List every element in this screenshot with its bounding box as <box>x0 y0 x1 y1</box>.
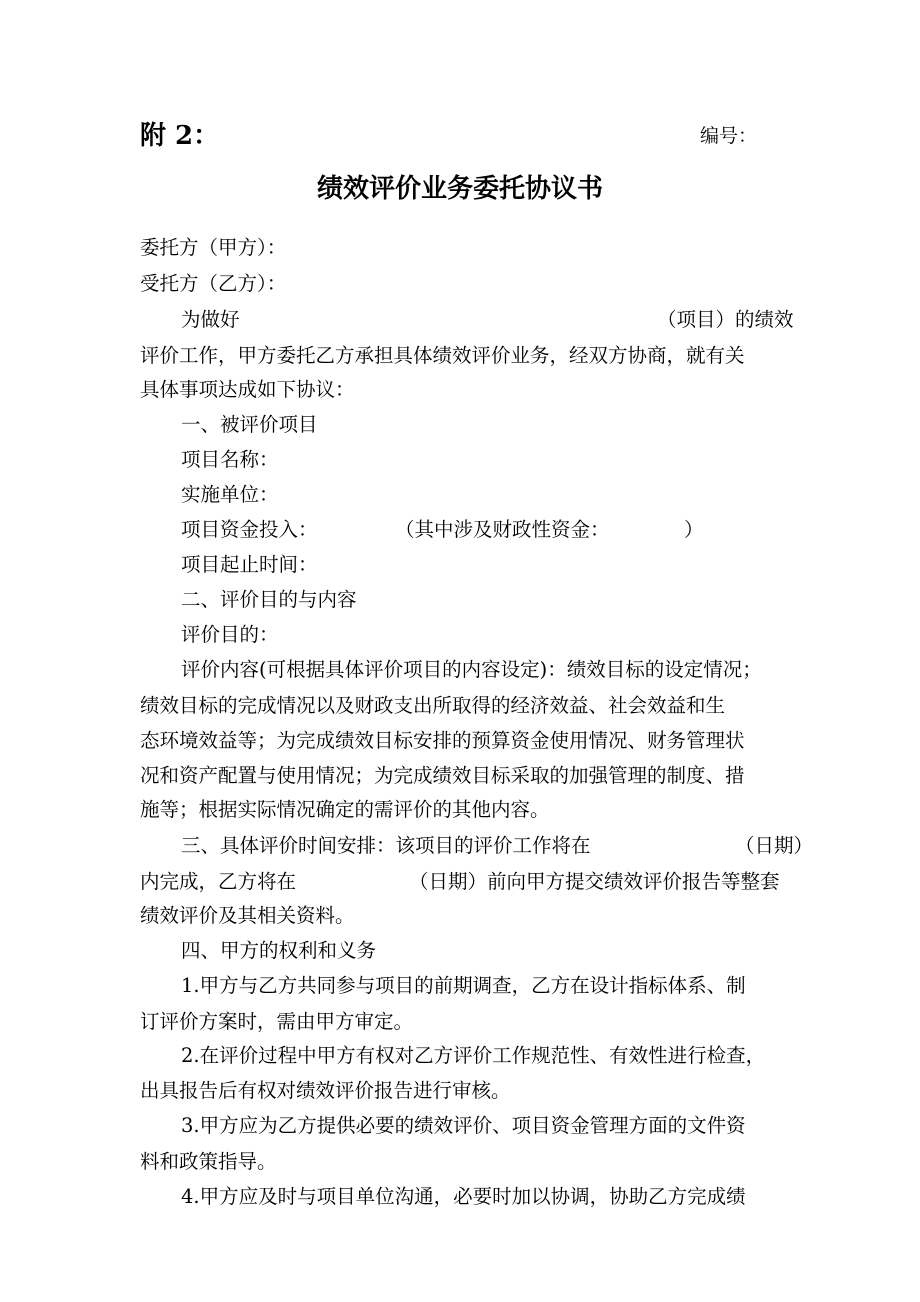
rights-item: 3.甲方应为乙方提供必要的绩效评价、项目资金管理方面的文件资 <box>181 1114 746 1137</box>
evaluation-purpose-label: 评价目的： <box>181 623 279 646</box>
rights-item: 4.甲方应及时与项目单位沟通，必要时加以协调，协助乙方完成绩 <box>181 1185 746 1208</box>
schedule-line: 三、具体评价时间安排：该项目的评价工作将在 <box>181 834 591 857</box>
project-period-label: 项目起止时间： <box>181 553 318 576</box>
rights-item: 2.在评价过程中甲方有权对乙方评价工作规范性、有效性进行检查， <box>181 1044 766 1067</box>
content-line: 绩效目标的完成情况以及财政支出所取得的经济效益、社会效益和生 <box>140 694 726 717</box>
implementer-label: 实施单位： <box>181 483 279 506</box>
rights-item: 1.甲方与乙方共同参与项目的前期调查，乙方在设计指标体系、制 <box>181 974 746 997</box>
content-line: 施等；根据实际情况确定的需评价的其他内容。 <box>140 798 550 821</box>
fiscal-funding-label: （其中涉及财政性资金： <box>395 518 610 541</box>
section-heading: 四、甲方的权利和义务 <box>181 939 377 962</box>
intro-prefix: 为做好 <box>181 308 240 331</box>
schedule-line: 内完成，乙方将在 <box>140 870 297 893</box>
content-line: 态环境效益等；为完成绩效目标安排的预算资金使用情况、财务管理状 <box>140 729 745 752</box>
schedule-date-label: （日期） <box>735 834 814 857</box>
schedule-line: （日期）前向甲方提交绩效评价报告等整套 <box>409 870 780 893</box>
funding-label: 项目资金投入： <box>181 518 318 541</box>
intro-line: 具体事项达成如下协议： <box>140 378 355 401</box>
party-a-label: 委托方（甲方）： <box>140 236 287 259</box>
rights-item: 出具报告后有权对绩效评价报告进行审核。 <box>140 1079 511 1102</box>
content-line: 况和资产配置与使用情况；为完成绩效目标采取的加强管理的制度、措 <box>140 764 745 787</box>
intro-line: 评价工作，甲方委托乙方承担具体绩效评价业务，经双方协商，就有关 <box>140 344 745 367</box>
project-name-label: 项目名称： <box>181 448 279 471</box>
schedule-line: 绩效评价及其相关资料。 <box>140 904 355 927</box>
rights-item: 订评价方案时，需由甲方审定。 <box>140 1010 414 1033</box>
party-b-label: 受托方（乙方）： <box>140 272 287 295</box>
section-heading: 一、被评价项目 <box>181 413 318 436</box>
document-title: 绩效评价业务委托协议书 <box>316 174 603 204</box>
rights-item: 料和政策指导。 <box>140 1150 277 1173</box>
intro-suffix: （项目）的绩效 <box>657 308 794 331</box>
fiscal-funding-close: ） <box>684 518 704 541</box>
document-number-label: 编号： <box>700 125 758 147</box>
appendix-label: 附 2： <box>140 121 220 151</box>
section-heading: 二、评价目的与内容 <box>181 588 357 611</box>
content-line: 评价内容(可根据具体评价项目的内容设定)：绩效目标的设定情况； <box>181 658 762 681</box>
